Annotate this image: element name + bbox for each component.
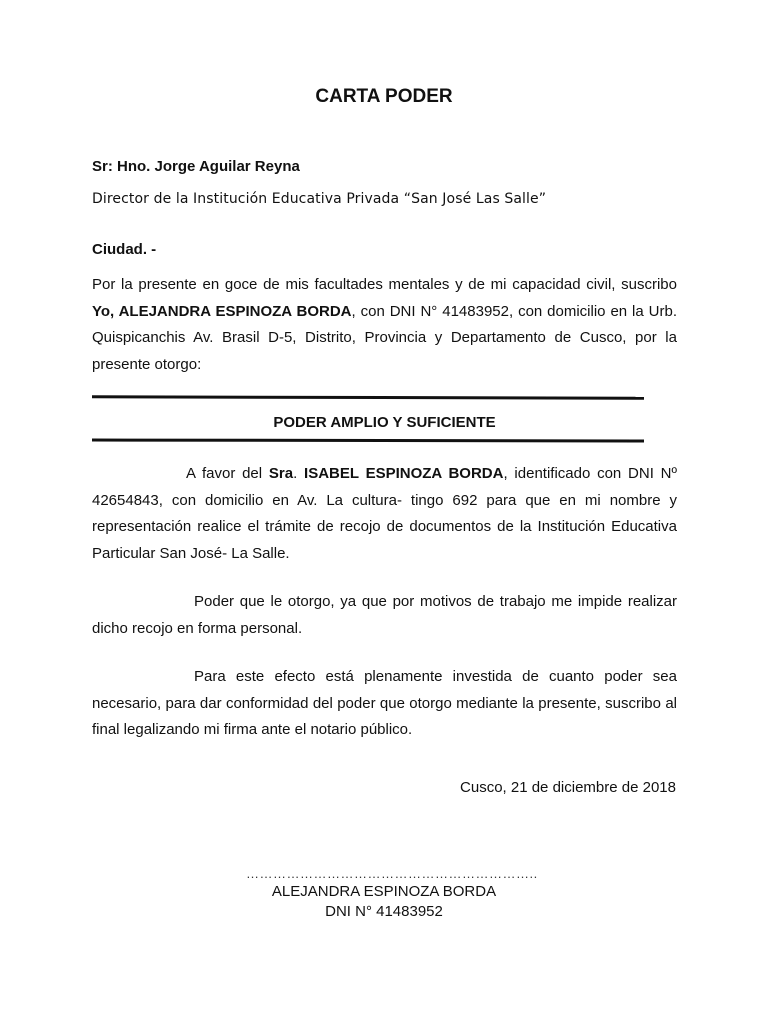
grantor-name: Yo, ALEJANDRA ESPINOZA BORDA	[92, 302, 352, 320]
favor-text-1: A favor del	[186, 465, 269, 482]
letter-date: Cusco, 21 de diciembre de 2018	[460, 779, 676, 796]
recipient-role: Director de la Institución Educativa Privada “San José Las Salle”	[92, 191, 547, 207]
effect-text: Para este efecto está plenamente investida de cuanto poder sea necesario, para dar conformidad del poder que otorgo mediante la presente, suscribo al final legalizando mi firma ante el notario público.	[92, 668, 677, 738]
recipient-name: Sr: Hno. Jorge Aguilar Reyna	[92, 158, 300, 175]
power-heading: PODER AMPLIO Y SUFICIENTE	[273, 414, 496, 431]
letter-title: CARTA PODER	[315, 86, 453, 107]
heading-rule-top	[92, 395, 644, 399]
favor-paragraph	[92, 461, 677, 567]
reason-paragraph	[92, 589, 677, 642]
signature-line: ………………………………………………………..	[246, 866, 538, 881]
intro-text-2: , con DNI N° 41483952, con domicilio en la Urb. Quispicanchis Av. Brasil D-5, Distrito, Provincia y Departamento de Cusco, por la presente otorgo:	[92, 302, 677, 373]
favor-text-3: , identificado con DNI Nº 42654843, con domicilio en Av. La cultura- tingo 692 para que en mi nombre y representación realice el trámite de recojo de documentos de la Institución Educativa Particular San José- La Salle.	[92, 465, 677, 562]
heading-rule-bottom	[92, 439, 644, 443]
signer-name: ALEJANDRA ESPINOZA BORDA	[271, 883, 497, 900]
signer-dni: DNI N° 41483952	[325, 903, 443, 920]
grantee-title: Sra	[268, 465, 294, 482]
effect-paragraph	[92, 664, 677, 744]
intro-text-1: Por la presente en goce de mis facultades mentales y de mi capacidad civil, suscribo	[92, 276, 677, 293]
favor-text-2: .	[293, 465, 305, 482]
city-line: Ciudad. -	[92, 241, 157, 258]
grantee-name: ISABEL ESPINOZA BORDA	[304, 465, 504, 482]
reason-text: Poder que le otorgo, ya que por motivos de trabajo me impide realizar dicho recojo en forma personal.	[92, 593, 677, 637]
intro-paragraph	[92, 272, 677, 378]
